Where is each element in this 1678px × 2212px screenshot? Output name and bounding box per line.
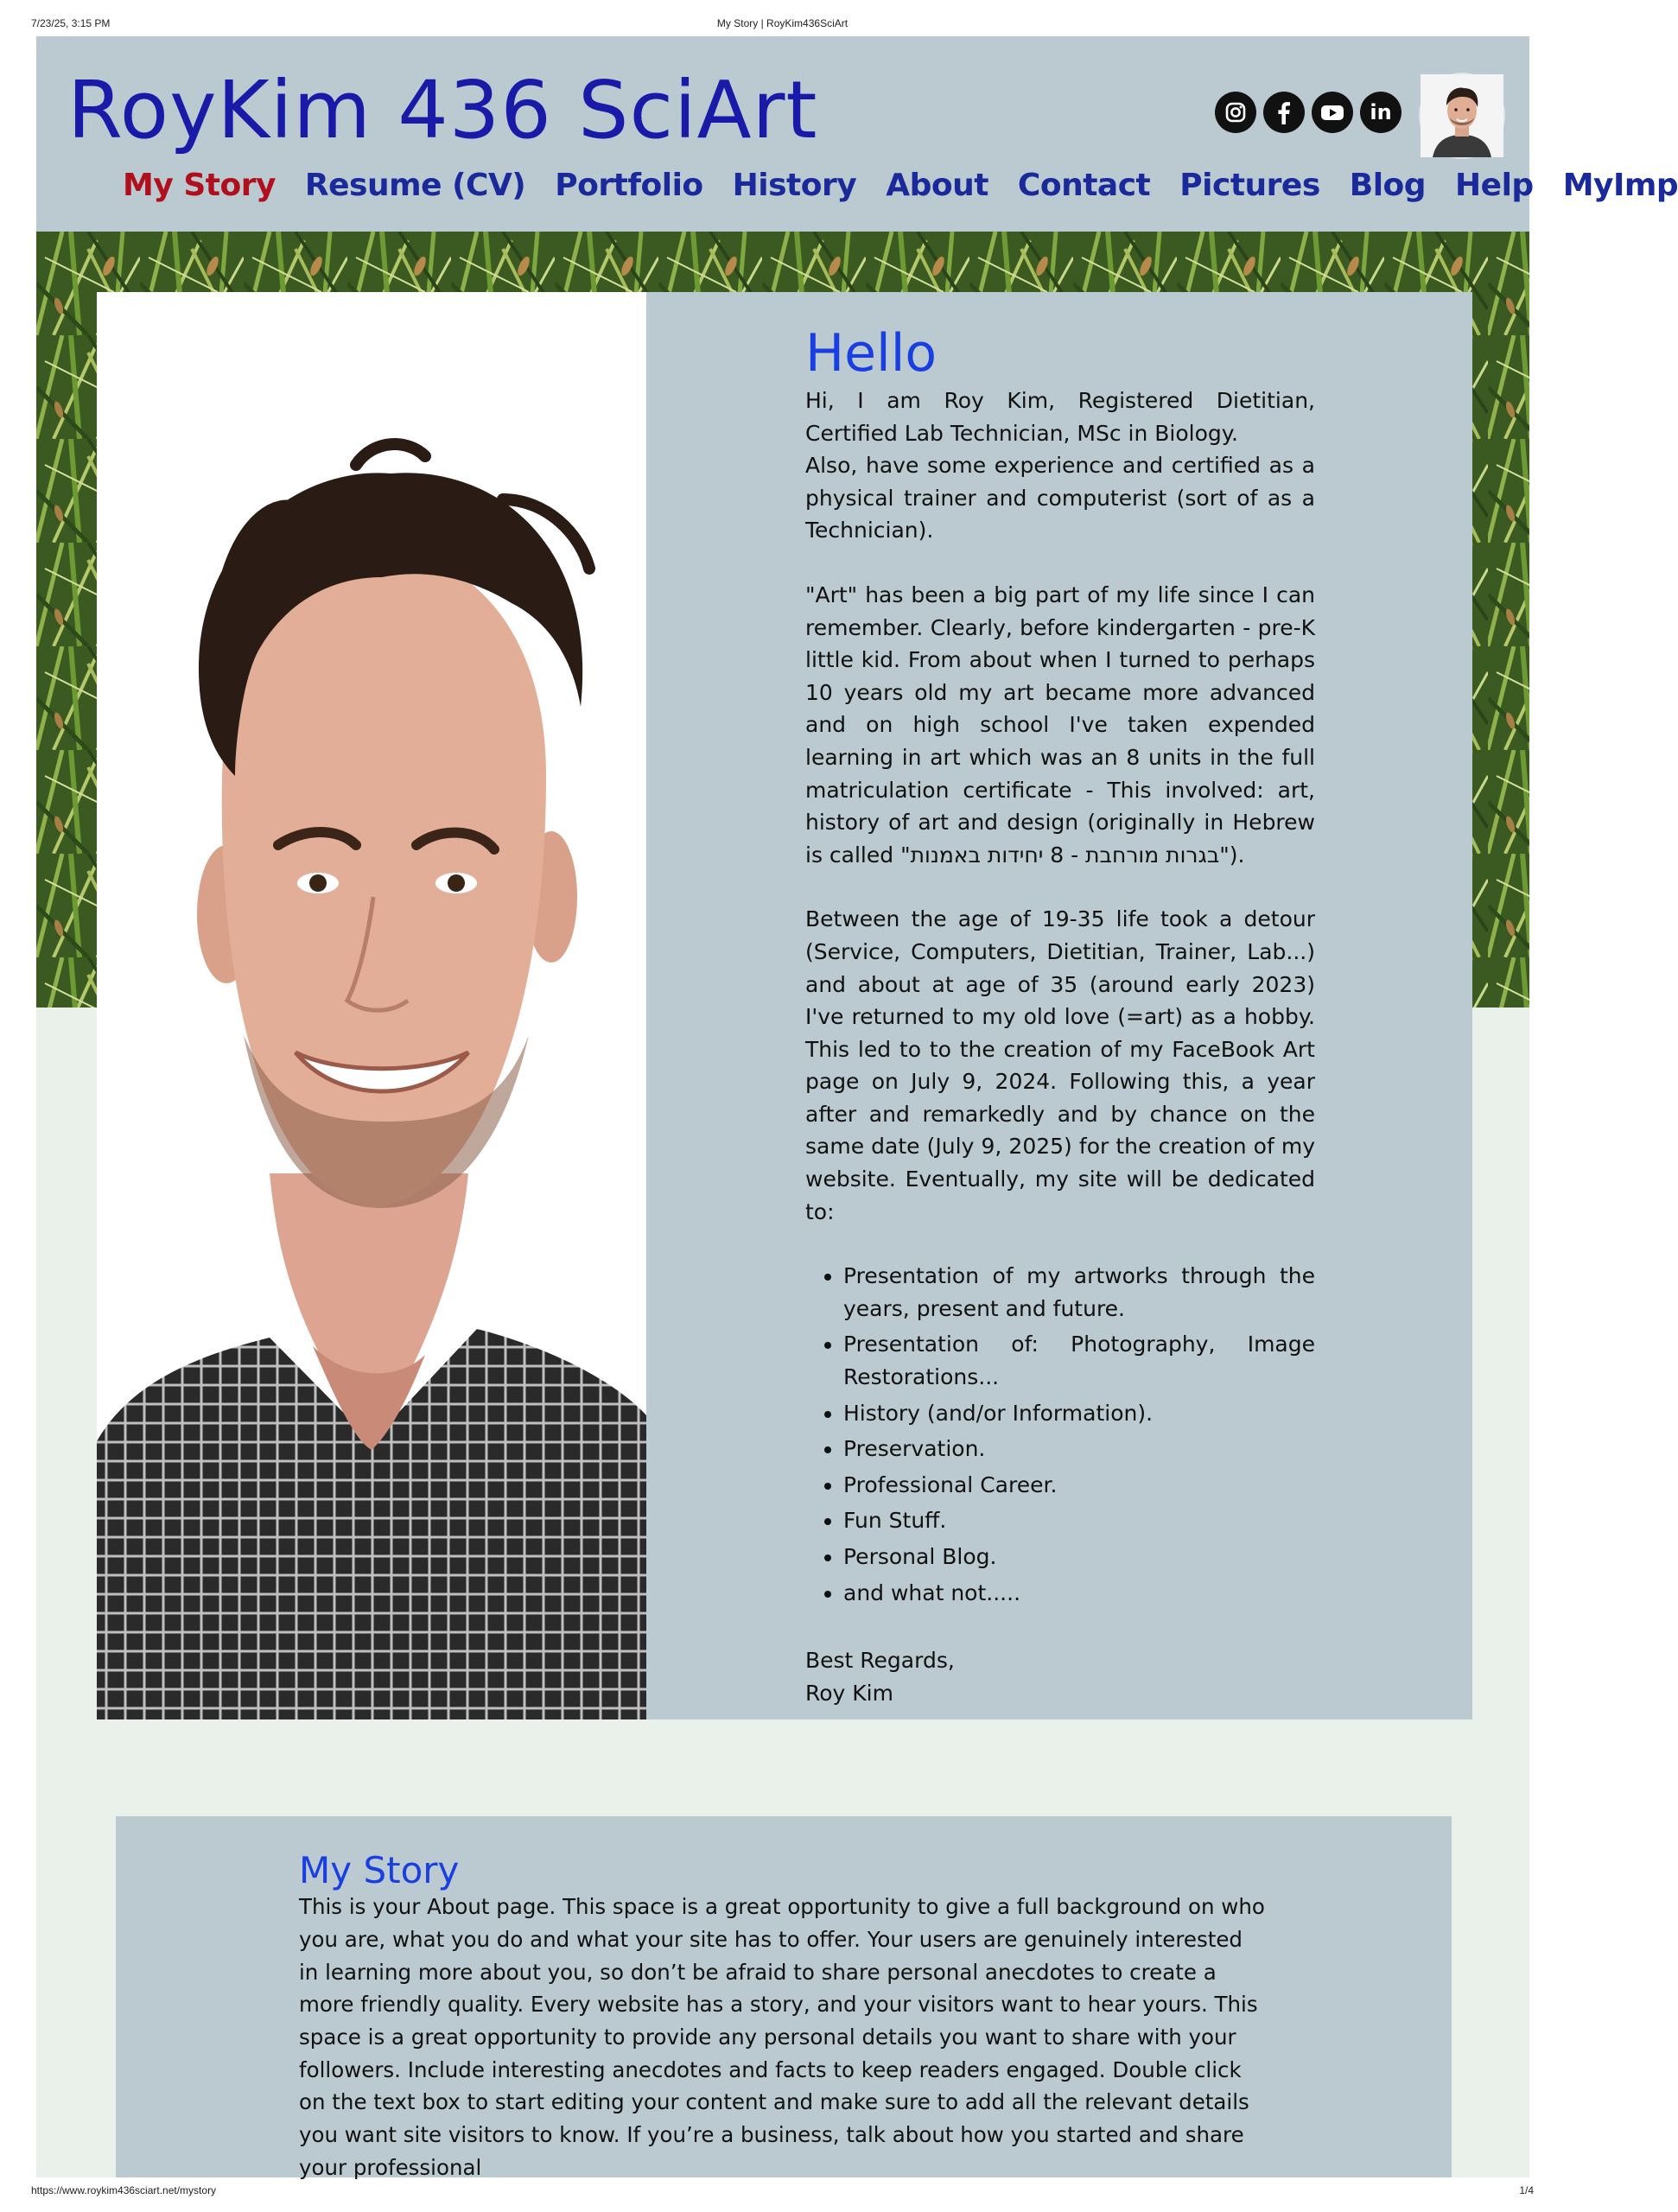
- spacer: [805, 1612, 1315, 1644]
- nav-history[interactable]: History: [732, 168, 857, 203]
- facebook-icon[interactable]: [1263, 92, 1305, 133]
- nav-pictures[interactable]: Pictures: [1179, 168, 1320, 203]
- nav-blog[interactable]: Blog: [1349, 168, 1427, 203]
- profile-photo: [97, 292, 646, 1719]
- list-item: • Presentation of: Photography, Image Restorations...: [843, 1328, 1315, 1393]
- my-story-heading: My Story: [299, 1849, 460, 1891]
- intro-paragraph-1: Hi, I am Roy Kim, Registered Dietitian, Certified Lab Technician, MSc in Biology.: [805, 388, 1315, 446]
- nav-portfolio[interactable]: Portfolio: [555, 168, 703, 203]
- dedication-list: [805, 1260, 1315, 1609]
- site-title[interactable]: RoyKim 436 SciArt: [67, 64, 818, 156]
- spacer: [805, 1228, 1315, 1260]
- hello-content: [805, 323, 1315, 1709]
- my-story-section: [116, 1816, 1452, 2180]
- nav-myimp[interactable]: MyImp: [1562, 168, 1678, 203]
- list-item: • Presentation of my artworks through the years, present and future.: [843, 1260, 1315, 1325]
- list-item: • and what not.....: [843, 1577, 1315, 1610]
- detour-paragraph: Between the age of 19-35 life took a detour (Service, Computers, Dietitian, Trainer, Lab...) and about at age of 35 (around early 2023) I've returned to my old love (=art) as a hobby. This led to to the creation of my FaceBook Art page on July 9, 2024. Following this, a year after and remarkedly and by chance on the same date (July 9, 2025) for the creation of my website. Eventually, my site will be dedicated to:: [805, 906, 1315, 1224]
- signature-text: Roy Kim: [805, 1680, 893, 1706]
- my-story-text: This is your About page. This space is a great opportunity to give a full background on who you are, what you do and what your site has to offer. Your users are genuinely interested in learning more about you, so don’t be afraid to share personal anecdotes to create a more friendly quality. Every website has a story, and your visitors want to hear yours. This space is a great opportunity to provide any personal details you want to share with your followers. Include interesting anecdotes and facts to keep readers engaged. Double click on the text box to start editing your content and make sure to add all the relevant details you want site visitors to know. If you’re a business, talk about how you started and share your professional: [299, 1894, 1265, 2180]
- list-item: • Fun Stuff.: [843, 1504, 1315, 1537]
- nav-about[interactable]: About: [886, 168, 988, 203]
- intro-paragraph-2: Also, have some experience and certified as a physical trainer and computerist (sort of as a Technician).: [805, 453, 1315, 543]
- linkedin-label: in: [1370, 100, 1392, 124]
- instagram-icon[interactable]: [1215, 92, 1256, 133]
- spacer: [805, 871, 1315, 903]
- my-story-content: [299, 1851, 1267, 2184]
- nav-contact[interactable]: Contact: [1017, 168, 1151, 203]
- print-footer: [31, 2184, 1534, 2202]
- nav-my-story[interactable]: My Story: [123, 168, 276, 203]
- list-item: • History (and/or Information).: [843, 1397, 1315, 1430]
- hero-card: [97, 292, 1472, 1719]
- linkedin-icon[interactable]: [1360, 92, 1402, 133]
- hello-heading: Hello: [805, 323, 938, 384]
- print-url: https://www.roykim436sciart.net/mystory: [31, 2184, 217, 2196]
- main-nav: [123, 168, 1678, 203]
- social-bar: [1215, 92, 1402, 137]
- list-item: • Preservation.: [843, 1433, 1315, 1465]
- list-item: • Professional Career.: [843, 1469, 1315, 1502]
- print-page-number: 1/4: [1519, 2184, 1534, 2196]
- youtube-icon[interactable]: [1312, 92, 1353, 133]
- avatar[interactable]: [1421, 74, 1503, 157]
- print-tab-title: My Story | RoyKim436SciArt: [716, 17, 849, 29]
- art-paragraph: "Art" has been a big part of my life since I can remember. Clearly, before kindergarten - pre-K little kid. From about when I turned to perhaps 10 years old my art became more advanced and on high school I've taken expended learning in art which was an 8 units in the full matriculation certificate - This involved: art, history of art and design (originally in Hebrew is called "בגרות מורחבת - 8 יחידות באמנות").: [805, 582, 1315, 868]
- print-header: [31, 17, 1534, 35]
- nav-help[interactable]: Help: [1455, 168, 1534, 203]
- page: [36, 36, 1678, 2180]
- print-date: 7/23/25, 3:15 PM: [31, 17, 111, 29]
- list-item: • Personal Blog.: [843, 1541, 1315, 1573]
- spacer: [805, 547, 1315, 579]
- site-header: [36, 36, 1678, 232]
- regards-text: Best Regards,: [805, 1648, 955, 1674]
- nav-resume[interactable]: Resume (CV): [304, 168, 526, 203]
